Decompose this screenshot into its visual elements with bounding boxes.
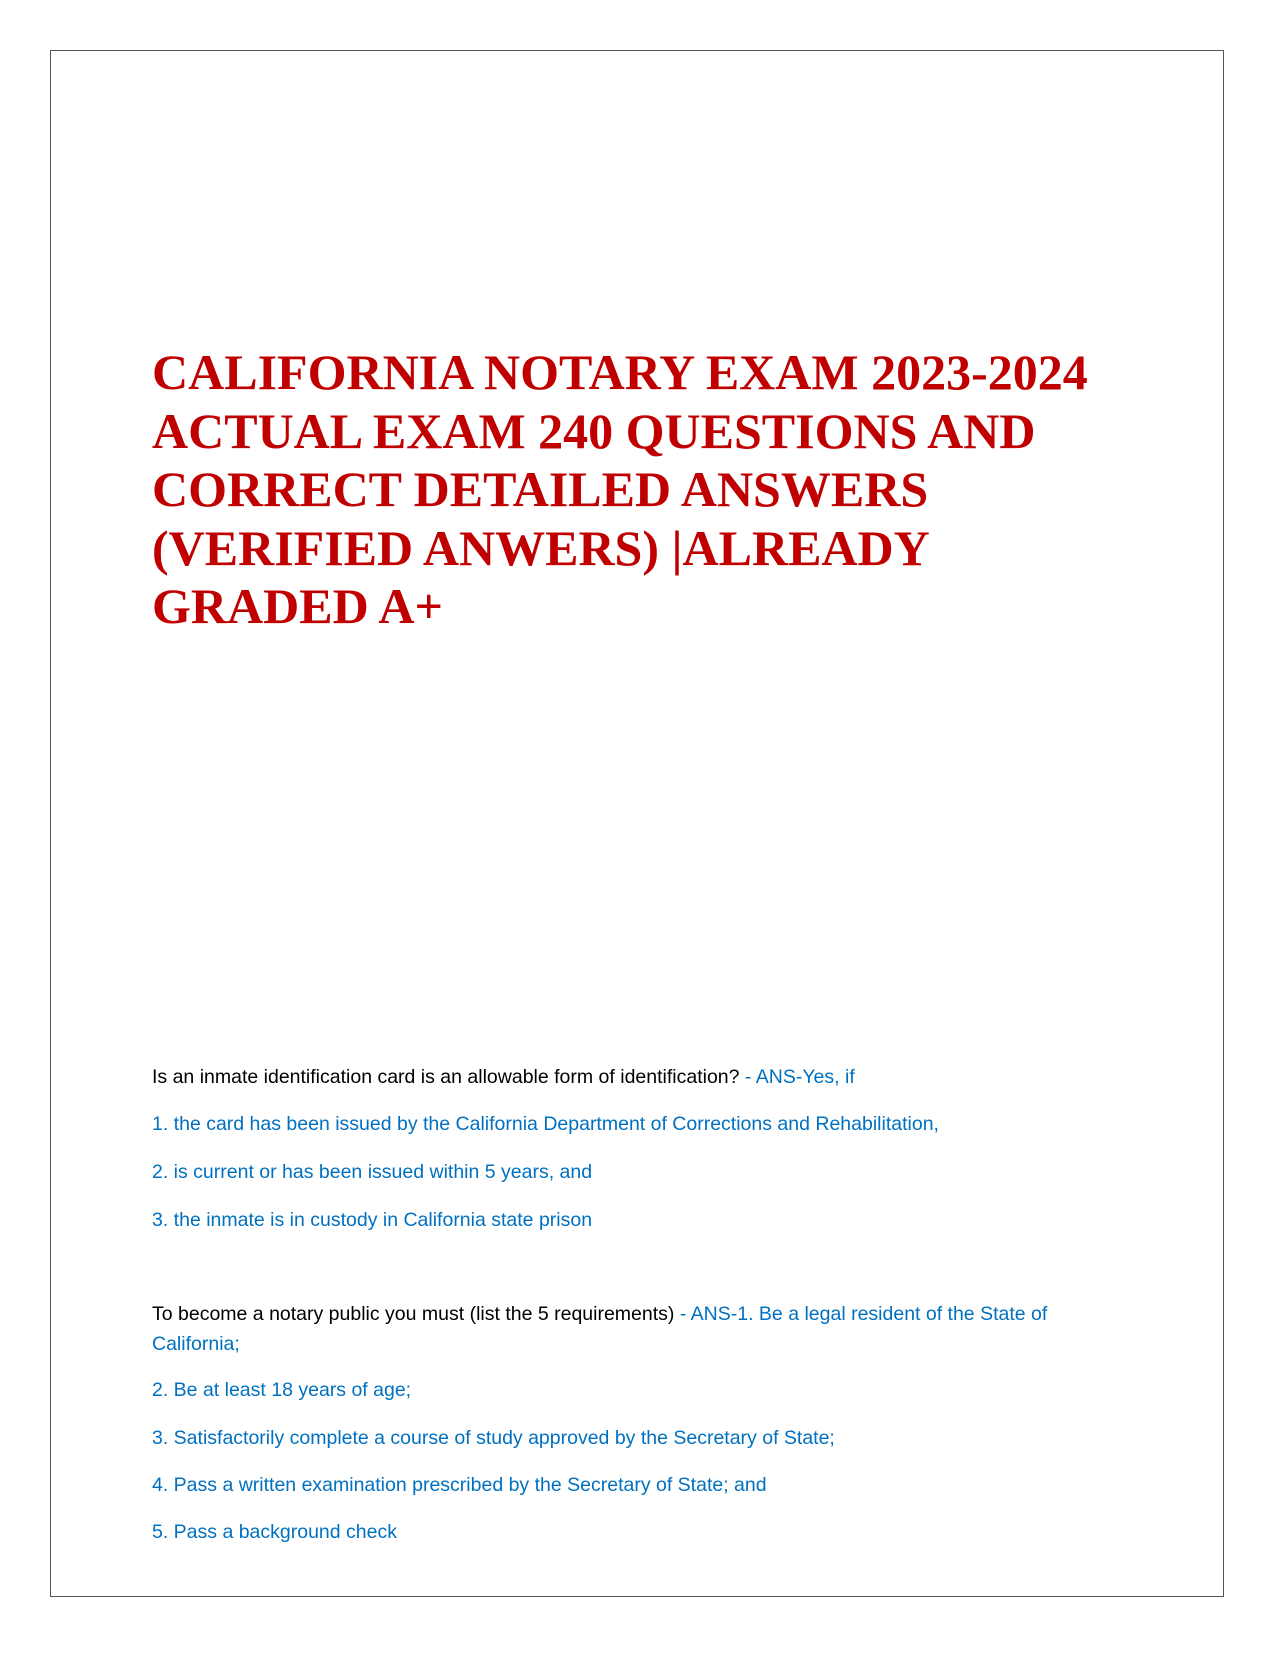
- answer-item: 2. is current or has been issued within 5 years, and: [152, 1161, 593, 1183]
- question-1: [152, 1062, 1132, 1092]
- answer-text: - ANS-1. Be a legal resident of the State of California;: [152, 1303, 1048, 1355]
- document-title: CALIFORNIA NOTARY EXAM 2023-2024 ACTUAL EXAM 240 QUESTIONS AND CORRECT DETAILED ANSWERS (VERIFIED ANWERS) |ALREADY GRADED A+: [152, 344, 1088, 634]
- answer-item: 5. Pass a background check: [152, 1521, 397, 1543]
- answer-item: 1. the card has been issued by the California Department of Corrections and Rehabilitation,: [152, 1113, 939, 1135]
- answer-item: 3. Satisfactorily complete a course of study approved by the Secretary of State;: [152, 1427, 835, 1449]
- answer-item: 2. Be at least 18 years of age;: [152, 1379, 412, 1401]
- answer-item: 3. the inmate is in custody in California state prison: [152, 1209, 593, 1231]
- page-border: [50, 50, 1224, 1597]
- answer-item: 4. Pass a written examination prescribed by the Secretary of State; and: [152, 1474, 767, 1496]
- question-text: To become a notary public you must (list the 5 requirements): [152, 1303, 675, 1325]
- question-text: Is an inmate identification card is an allowable form of identification?: [152, 1066, 740, 1088]
- answer-text: - ANS-Yes, if: [739, 1066, 855, 1088]
- question-2: [152, 1299, 1132, 1359]
